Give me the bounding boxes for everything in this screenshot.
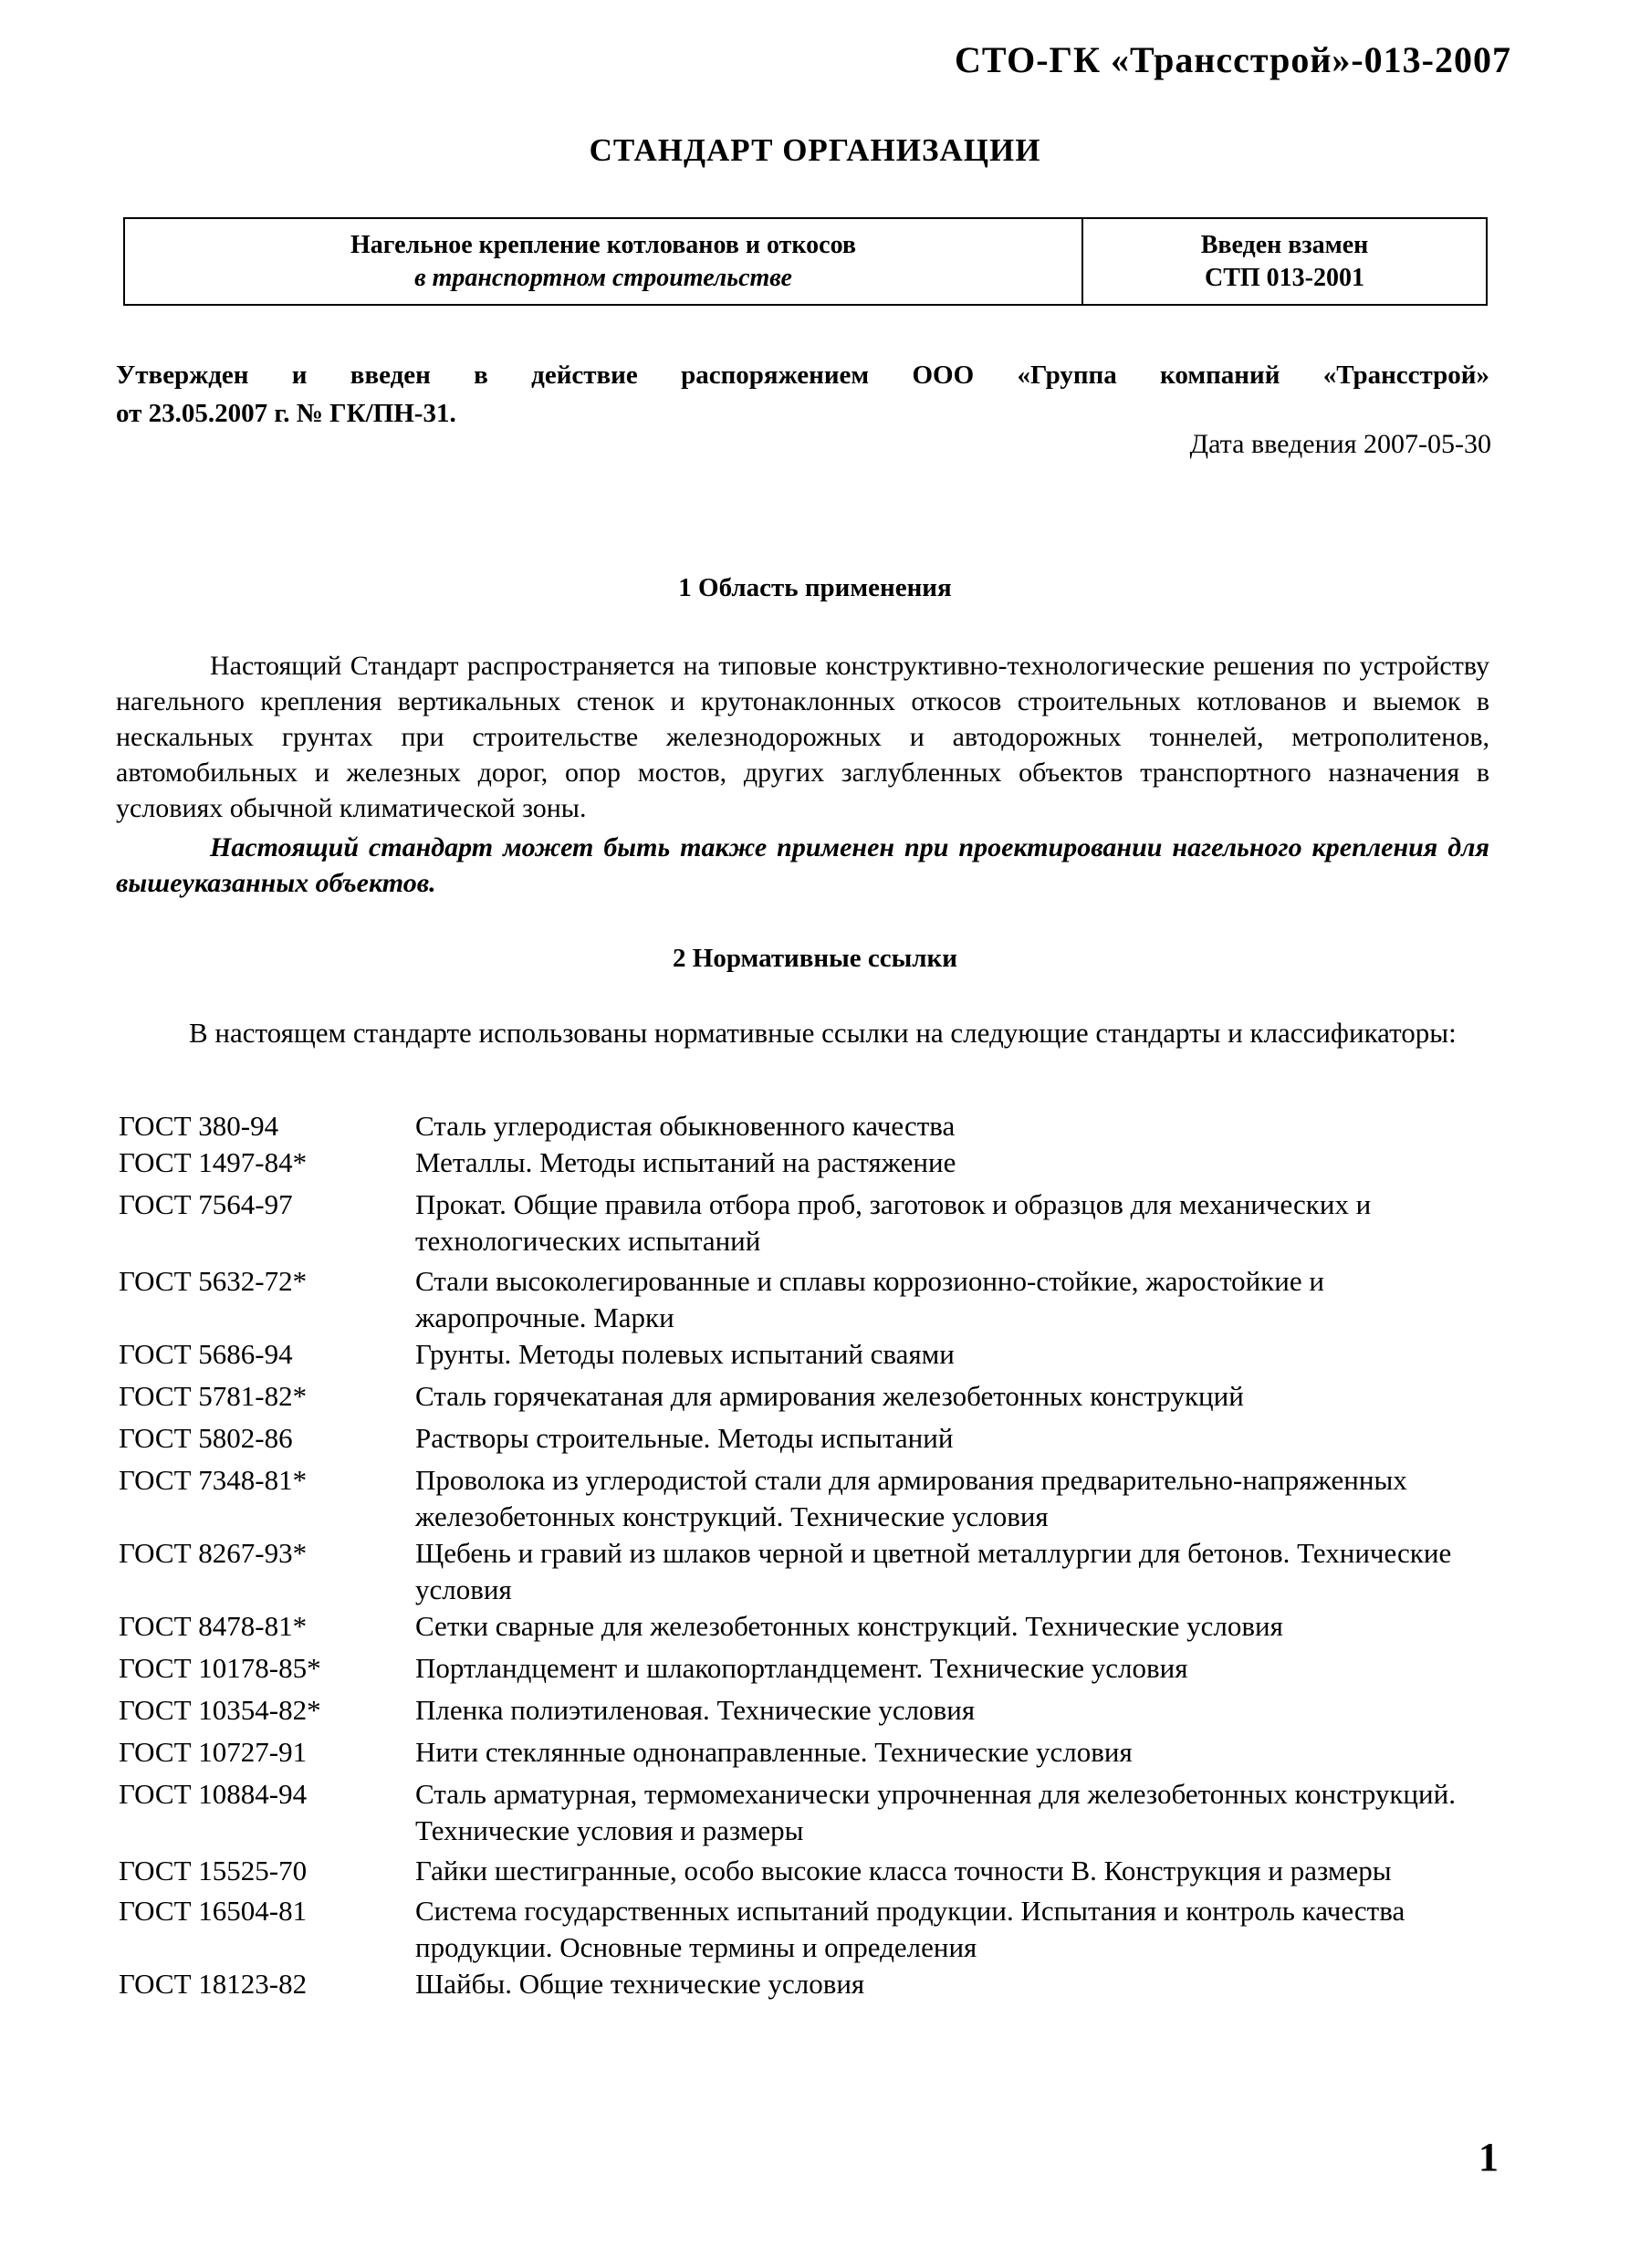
replaces-cell (1083, 219, 1486, 304)
reference-description: Сетки сварные для железобетонных конструкций. Технические условия (415, 1610, 1283, 1642)
reference-row (119, 1336, 1492, 1373)
reference-description: Сталь горячекатаная для армирования железобетонных конструкций (415, 1380, 1244, 1412)
section2-title: 2 Нормативные ссылки (673, 944, 957, 973)
reference-code: ГОСТ 8478-81* (119, 1610, 308, 1642)
title-table (123, 217, 1488, 306)
reference-description: Проволока из углеродистой стали для армирования предварительно-напряженных железобетонных конструкций. Технические условия (415, 1464, 1407, 1532)
reference-code: ГОСТ 10884-94 (119, 1778, 308, 1810)
reference-description: Щебень и гравий из шлаков черной и цветной металлургии для бетонов. Технические условия (415, 1537, 1452, 1605)
reference-row (119, 1144, 1492, 1181)
reference-code: ГОСТ 5781-82* (119, 1380, 308, 1412)
section1-paragraph1 (116, 648, 1489, 826)
section1-paragraph1-text: Настоящий Стандарт распространяется на типовые конструктивно-технологические решения по устройству нагельного крепления вертикальных стенок и крутонаклонных откосов строительных котлованов и выемок в нескальных грунтах при строительстве железнодорожных и автодорожных тоннелей, метрополитенов, автомобильных и железных дорог, опор мостов, других заглубленных объектов транспортного назначения в условиях обычной климатической зоны. (116, 651, 1489, 823)
reference-code: ГОСТ 5686-94 (119, 1338, 293, 1370)
reference-row (119, 1263, 1492, 1336)
document-title-line1: Нагельное крепление котлованов и откосов (350, 230, 856, 259)
reference-row (119, 1420, 1492, 1457)
reference-description: Нити стеклянные однонаправленные. Технические условия (415, 1736, 1133, 1768)
reference-description: Стали высоколегированные и сплавы коррозионно-стойкие, жаростойкие и жаропрочные. Марки (415, 1265, 1324, 1333)
approval-text (116, 356, 1489, 433)
reference-description: Сталь углеродистая обыкновенного качества (415, 1110, 956, 1142)
approval-line2: от 23.05.2007 г. № ГК/ПН-31. (116, 399, 456, 428)
reference-code: ГОСТ 8267-93* (119, 1537, 308, 1569)
reference-description: Прокат. Общие правила отбора проб, заготовок и образцов для механических и технологических испытаний (415, 1188, 1372, 1257)
reference-row (119, 1608, 1492, 1645)
reference-code: ГОСТ 16504-81 (119, 1895, 308, 1927)
reference-code: ГОСТ 1497-84* (119, 1146, 308, 1178)
section1-title: 1 Область применения (678, 573, 952, 602)
reference-row (119, 1692, 1492, 1729)
reference-row (119, 1893, 1492, 1966)
reference-code: ГОСТ 7348-81* (119, 1464, 308, 1496)
reference-code: ГОСТ 5802-86 (119, 1422, 293, 1454)
section2-intro-text: В настоящем стандарте использованы нормативные ссылки на следующие стандарты и классификаторы: (189, 1017, 1457, 1049)
standard-heading: СТАНДАРТ ОРГАНИЗАЦИИ (589, 132, 1041, 168)
section2-intro (116, 1015, 1489, 1050)
reference-code: ГОСТ 15525-70 (119, 1855, 308, 1887)
reference-description: Система государственных испытаний продукции. Испытания и контроль качества продукции. Основные термины и определения (415, 1895, 1405, 1963)
reference-row (119, 1734, 1492, 1771)
reference-row (119, 1650, 1492, 1687)
reference-description: Гайки шестигранные, особо высокие класса точности В. Конструкция и размеры (415, 1855, 1392, 1887)
section1-paragraph2-text: Настоящий стандарт может быть также применен при проектировании нагельного крепления для вышеуказанных объектов. (116, 832, 1489, 898)
reference-description: Портландцемент и шлакопортландцемент. Технические условия (415, 1652, 1188, 1684)
reference-description: Пленка полиэтиленовая. Технические условия (415, 1694, 976, 1726)
reference-row (119, 1186, 1492, 1259)
introduction-date: Дата введения 2007-05-30 (1189, 429, 1491, 459)
reference-code: ГОСТ 10727-91 (119, 1736, 308, 1768)
reference-description: Металлы. Методы испытаний на растяжение (415, 1146, 956, 1178)
reference-row (119, 1535, 1492, 1608)
reference-description: Грунты. Методы полевых испытаний сваями (415, 1338, 955, 1370)
section1-paragraph2 (116, 830, 1489, 901)
document-title-line2: в транспортном строительстве (414, 263, 792, 292)
references-list (119, 1108, 1492, 2002)
reference-row (119, 1378, 1492, 1415)
page-number: 1 (1478, 2135, 1499, 2179)
document-code: СТО-ГК «Трансстрой»-013-2007 (955, 39, 1511, 80)
reference-code: ГОСТ 10178-85* (119, 1652, 321, 1684)
reference-row (119, 1853, 1492, 1889)
reference-code: ГОСТ 7564-97 (119, 1188, 293, 1220)
reference-code: ГОСТ 5632-72* (119, 1265, 308, 1297)
reference-row (119, 1966, 1492, 2002)
reference-description: Растворы строительные. Методы испытаний (415, 1422, 954, 1454)
approval-line1: Утвержден и введен в действие распоряжением ООО «Группа компаний «Трансстрой» (116, 361, 1489, 390)
reference-row (119, 1108, 1492, 1144)
reference-description: Шайбы. Общие технические условия (415, 1968, 865, 2000)
reference-row (119, 1776, 1492, 1849)
reference-description: Сталь арматурная, термомеханически упрочненная для железобетонных конструкций. Технические условия и размеры (415, 1778, 1456, 1846)
reference-code: ГОСТ 10354-82* (119, 1694, 321, 1726)
reference-code: ГОСТ 380-94 (119, 1110, 279, 1142)
replaces-line1: Введен взамен (1200, 230, 1369, 259)
reference-row (119, 1462, 1492, 1535)
replaces-line2: СТП 013-2001 (1205, 263, 1364, 292)
reference-code: ГОСТ 18123-82 (119, 1968, 308, 2000)
document-title-cell (125, 219, 1083, 304)
